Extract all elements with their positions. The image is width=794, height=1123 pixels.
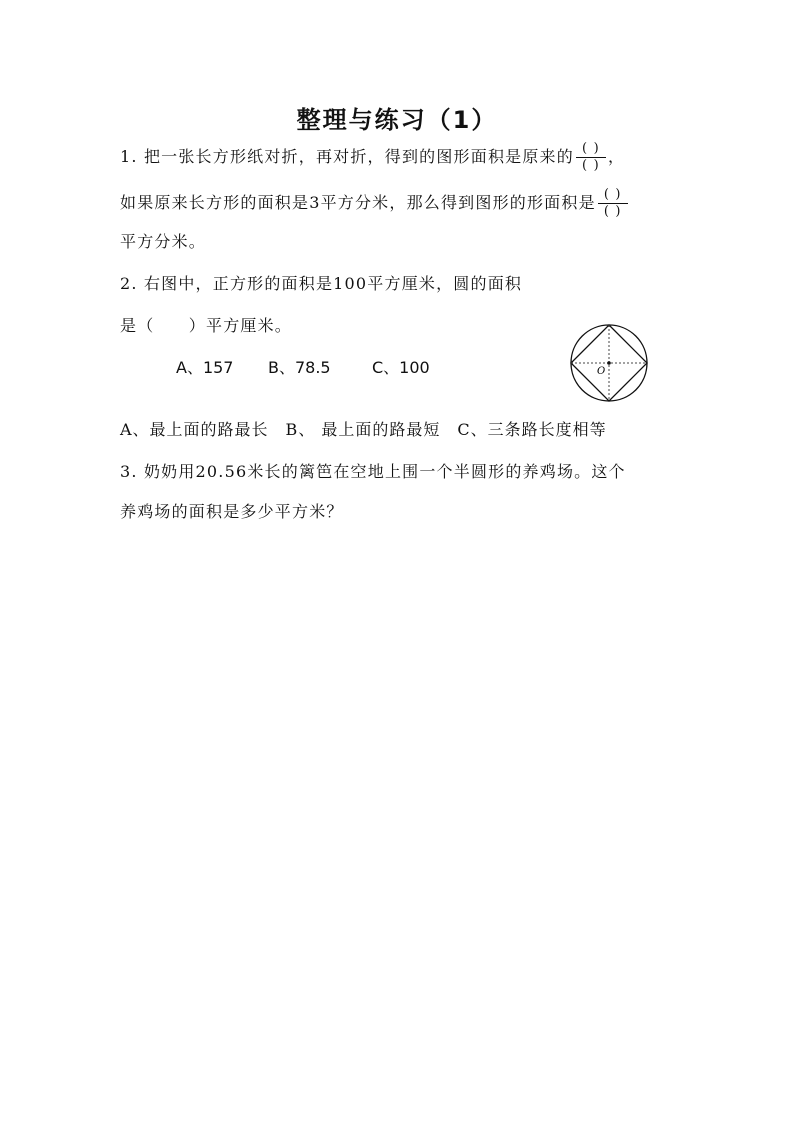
page-title: 整理与练习（1） [296, 106, 498, 134]
center-point [607, 361, 611, 365]
q1-line-3: 平方分米。 [120, 232, 207, 251]
q1-fraction-blank-2[interactable] [598, 188, 628, 219]
q2-option-a[interactable]: A、157 [176, 358, 234, 377]
circle-square-figure [566, 320, 652, 406]
q1-fraction-blank-1[interactable] [576, 142, 606, 173]
q1-text-1-tail: ， [607, 147, 626, 166]
fraction-denominator: ( ) [603, 204, 622, 219]
q3-line-1: 3. 奶奶用20.56米长的篱笆在空地上围一个半圆形的养鸡场。这个 [120, 462, 626, 481]
center-label: O [597, 366, 606, 377]
q2-option-c[interactable]: C、100 [372, 358, 430, 377]
q1-text-1: 1. 把一张长方形纸对折，再对折，得到的图形面积是原来的 [120, 147, 574, 166]
q1-text-2: 如果原来长方形的面积是3平方分米，那么得到图形的形面积是 [120, 193, 596, 212]
fraction-numerator: ( ) [598, 188, 628, 204]
q1-line-1 [120, 142, 625, 173]
q2-option-b[interactable]: B、78.5 [268, 358, 331, 377]
orphan-options-line: A、最上面的路最长 B、 最上面的路最短 C、三条路长度相等 [120, 420, 607, 439]
q2-line-1: 2. 右图中，正方形的面积是100平方厘米，圆的面积 [120, 274, 523, 293]
q1-line-2 [120, 188, 630, 219]
fraction-denominator: ( ) [582, 158, 600, 173]
q2-line-2: 是（ ）平方厘米。 [120, 316, 293, 335]
fraction-numerator: ( ) [576, 142, 606, 158]
q3-line-2: 养鸡场的面积是多少平方米？ [120, 502, 344, 521]
